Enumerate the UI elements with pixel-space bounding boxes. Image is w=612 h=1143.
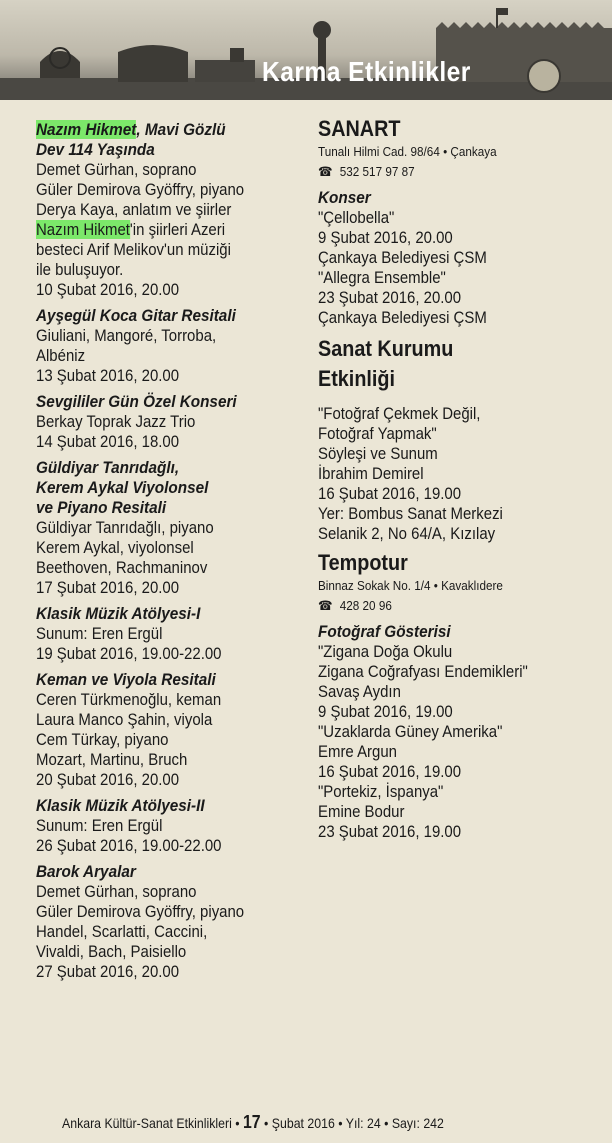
event-line: "Portekiz, İspanya" (318, 782, 444, 801)
event-line: besteci Arif Melikov'un müziği (36, 240, 231, 259)
issue-info: Şubat 2016 • Yıl: 24 • Sayı: 242 (271, 1115, 444, 1131)
event-title: Sevgililer Gün Özel Konseri (36, 392, 237, 411)
event-date: 20 Şubat 2016, 20.00 (36, 770, 180, 789)
event-line: Fotoğraf Yapmak" (318, 424, 437, 443)
event-guldiyar (36, 458, 306, 598)
event-line: "Uzaklarda Güney Amerika" (318, 722, 503, 741)
event-line: Güler Demirova Gyöffry, piyano (36, 180, 245, 199)
section-header (0, 0, 612, 100)
event-line: "Fotoğraf Çekmek Değil, (318, 404, 481, 423)
event-date: 14 Şubat 2016, 18.00 (36, 432, 180, 451)
event-line: Giuliani, Mangoré, Torroba, (36, 326, 217, 345)
event-date: 27 Şubat 2016, 20.00 (36, 962, 180, 981)
event-line: Beethoven, Rachmaninov (36, 558, 208, 577)
event-date: 23 Şubat 2016, 19.00 (318, 822, 462, 841)
event-date: 26 Şubat 2016, 19.00-22.00 (36, 836, 222, 855)
event-title: Fotoğraf Gösterisi (318, 622, 451, 641)
event-date: 16 Şubat 2016, 19.00 (318, 762, 462, 781)
event-line: Çankaya Belediyesi ÇSM (318, 308, 487, 327)
event-date: 23 Şubat 2016, 20.00 (318, 288, 462, 307)
event-line: Nazım Hikmet'in şiirleri Azeri (36, 220, 226, 239)
event-sevgililer (36, 392, 306, 452)
venue-tempotur (318, 550, 608, 842)
venue-address: Binnaz Sokak No. 1/4 • Kavaklıdere (318, 578, 503, 593)
venue-name: Tempotur (318, 550, 408, 575)
event-date: 9 Şubat 2016, 19.00 (318, 702, 453, 721)
event-nazim-hikmet (36, 120, 306, 300)
venue-name: Etkinliği (318, 366, 396, 391)
event-title: Dev 114 Yaşında (36, 140, 155, 159)
event-klasik-2 (36, 796, 306, 856)
event-barok-aryalar (36, 862, 306, 982)
event-line: İbrahim Demirel (318, 464, 424, 483)
event-line: Savaş Aydın (318, 682, 401, 701)
event-line: Ceren Türkmenoğlu, keman (36, 690, 222, 709)
venue-name: Sanat Kurumu (318, 336, 454, 361)
event-line: Söyleşi ve Sunum (318, 444, 438, 463)
event-line: "Çellobella" (318, 208, 395, 227)
event-line: Çankaya Belediyesi ÇSM (318, 248, 487, 267)
event-title: ve Piyano Resitali (36, 498, 167, 517)
page-footer: Ankara Kültür-Sanat Etkinlikleri • 17 • Şubat 2016 • Yıl: 24 • Sayı: 242 (62, 1112, 444, 1132)
event-line: Selanik 2, No 64/A, Kızılay (318, 524, 496, 543)
venue-phone: ☎ 532 517 97 87 (318, 162, 579, 182)
event-title: Nazım Hikmet, Mavi Gözlü (36, 120, 226, 139)
event-line: Sunum: Eren Ergül (36, 624, 163, 643)
event-line: Zigana Coğrafyası Endemikleri" (318, 662, 528, 681)
event-line: Demet Gürhan, soprano (36, 882, 197, 901)
event-date: 17 Şubat 2016, 20.00 (36, 578, 180, 597)
event-title: Ayşegül Koca Gitar Resitali (36, 306, 236, 325)
event-date: 13 Şubat 2016, 20.00 (36, 366, 180, 385)
right-column (318, 116, 608, 842)
event-line: Mozart, Martinu, Bruch (36, 750, 188, 769)
event-keman-viyola (36, 670, 306, 790)
phone-icon: ☎ (318, 598, 333, 613)
event-line: Cem Türkay, piyano (36, 730, 169, 749)
event-title: Klasik Müzik Atölyesi-II (36, 796, 205, 815)
event-line: Demet Gürhan, soprano (36, 160, 197, 179)
event-line: Albéniz (36, 346, 86, 365)
event-line: Emine Bodur (318, 802, 405, 821)
event-klasik-1 (36, 604, 306, 664)
event-title: Klasik Müzik Atölyesi-I (36, 604, 201, 623)
venue-phone: ☎ 428 20 96 (318, 596, 579, 616)
event-line: Sunum: Eren Ergül (36, 816, 163, 835)
venue-sanat-kurumu (318, 334, 608, 544)
phone-icon: ☎ (318, 164, 333, 179)
event-title: Güldiyar Tanrıdağlı, (36, 458, 180, 477)
event-line: Emre Argun (318, 742, 397, 761)
event-line: ile buluşuyor. (36, 260, 124, 279)
event-line: Güler Demirova Gyöffry, piyano (36, 902, 245, 921)
event-title: Kerem Aykal Viyolonsel (36, 478, 209, 497)
page-number: 17 (242, 1112, 261, 1132)
event-line: Vivaldi, Bach, Paisiello (36, 942, 187, 961)
event-line: Berkay Toprak Jazz Trio (36, 412, 196, 431)
event-date: 16 Şubat 2016, 19.00 (318, 484, 462, 503)
left-column (36, 120, 306, 982)
event-aysegul-koca (36, 306, 306, 386)
event-date: 19 Şubat 2016, 19.00-22.00 (36, 644, 222, 663)
event-date: 10 Şubat 2016, 20.00 (36, 280, 180, 299)
section-title: Karma Etkinlikler (262, 56, 471, 87)
event-line: Derya Kaya, anlatım ve şiirler (36, 200, 232, 219)
publication-name: Ankara Kültür-Sanat Etkinlikleri (62, 1115, 232, 1131)
event-line: "Zigana Doğa Okulu (318, 642, 453, 661)
venue-address: Tunalı Hilmi Cad. 98/64 • Çankaya (318, 144, 497, 159)
event-line: Laura Manco Şahin, viyola (36, 710, 213, 729)
event-date: 9 Şubat 2016, 20.00 (318, 228, 453, 247)
event-line: Güldiyar Tanrıdağlı, piyano (36, 518, 214, 537)
event-title: Keman ve Viyola Resitali (36, 670, 216, 689)
event-title: Barok Aryalar (36, 862, 136, 881)
event-line: "Allegra Ensemble" (318, 268, 446, 287)
event-line: Kerem Aykal, viyolonsel (36, 538, 194, 557)
event-line: Handel, Scarlatti, Caccini, (36, 922, 208, 941)
venue-name: SANART (318, 116, 401, 141)
event-line: Yer: Bombus Sanat Merkezi (318, 504, 503, 523)
event-title: Konser (318, 188, 371, 207)
venue-sanart (318, 116, 608, 328)
